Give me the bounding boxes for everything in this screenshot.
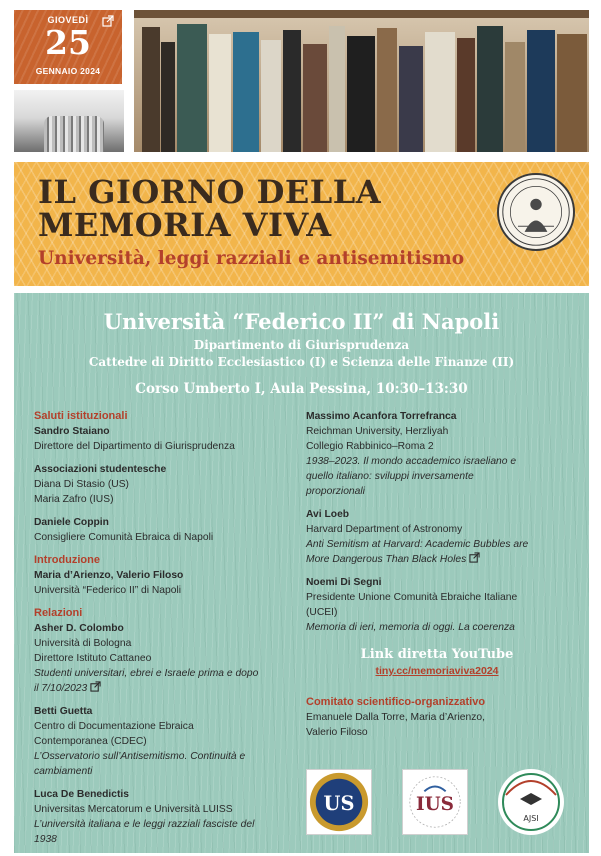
speaker-affiliation: Università di Bologna: [34, 638, 132, 649]
talk-title: L’università italiana e le leggi razziali fasciste del: [34, 819, 255, 830]
us-logo-text: US: [323, 791, 355, 815]
talk-title: 1938: [34, 834, 57, 845]
talk-title: Anti Semitism at Harvard: Academic Bubbles are: [306, 539, 529, 550]
speaker-affiliation: Collegio Rabbinico–Roma 2: [306, 441, 434, 452]
host-chairs: Cattedre di Diritto Ecclesiastico (I) e Scienza delle Finanze (II): [88, 355, 515, 369]
speaker-affiliation: Contemporanea (CDEC): [34, 736, 147, 747]
university-seal-icon: [497, 173, 575, 251]
ius-logo-text: IUS: [416, 793, 454, 815]
speaker-role: Direttore del Dipartimento di Giurisprudenza: [34, 441, 235, 452]
event-title: [38, 173, 468, 244]
speaker-name: Massimo Acanfora Torrefranca: [306, 411, 457, 422]
talk-title: Memoria di ieri, memoria di oggi. La coerenza: [306, 622, 515, 633]
program-left-column: [34, 409, 296, 847]
event-date-box: [14, 10, 122, 84]
speaker-affiliation: Presidente Unione Comunità Ebraiche Italiane: [306, 592, 518, 603]
committee-members: Emanuele Dalla Torre, Maria d’Arienzo,: [306, 712, 485, 723]
talk-title-link[interactable]: [306, 552, 568, 567]
title-banner: [14, 162, 589, 286]
bookshelf-photo: [134, 10, 589, 152]
date-day: 25: [45, 23, 91, 62]
youtube-heading: Link diretta YouTube: [360, 647, 514, 662]
speaker-name: Luca De Benedictis: [34, 789, 129, 800]
partner-logos: [304, 769, 574, 837]
section-associazioni: Associazioni studentesche: [34, 464, 167, 475]
talk-title-text: More Dangerous Than Black Holes: [306, 554, 467, 565]
section-saluti: Saluti istituzionali: [34, 410, 128, 422]
speaker-affiliation: Direttore Istituto Cattaneo: [34, 653, 152, 664]
event-venue: Corso Umberto I, Aula Pessina, 10:30–13:30: [135, 381, 468, 397]
talk-title-text: il 7/10/2023: [34, 683, 88, 694]
speaker-name: Avi Loeb: [306, 509, 350, 520]
association-member: Diana Di Stasio (US): [34, 479, 129, 490]
talk-title: Studenti universitari, ebrei e Israele prima e dopo: [34, 668, 259, 679]
section-introduzione: Introduzione: [34, 554, 100, 566]
speaker-affiliation: Centro di Documentazione Ebraica: [34, 721, 194, 732]
talk-title: proporzionali: [306, 486, 365, 497]
section-comitato: Comitato scientifico-organizzativo: [306, 696, 486, 708]
external-link-icon[interactable]: [90, 681, 101, 692]
speaker-name: Betti Guetta: [34, 706, 93, 717]
ajsi-logo-icon: [498, 769, 564, 835]
ajsi-logo-text: AJSI: [523, 814, 539, 823]
speaker-name: Asher D. Colombo: [34, 623, 124, 634]
speaker-affiliation: Harvard Department of Astronomy: [306, 524, 463, 535]
speaker-name: Daniele Coppin: [34, 517, 109, 528]
host-department: Dipartimento di Giurisprudenza: [193, 338, 410, 352]
talk-title: L’Osservatorio sull’Antisemitismo. Continuità e: [34, 751, 246, 762]
ius-logo-icon: [402, 769, 468, 835]
speaker-name: Sandro Staiano: [34, 426, 110, 437]
talk-title: quello italiano: sviluppi inversamente: [306, 471, 474, 482]
speaker-affiliation: (UCEI): [306, 607, 338, 618]
event-title-line-1: IL GIORNO DELLA: [38, 173, 382, 211]
menorah-image: [44, 116, 104, 152]
date-weekday: GIOVEDÌ: [47, 15, 89, 25]
speaker-affiliation: Reichman University, Herzliyah: [306, 426, 449, 437]
youtube-link[interactable]: tiny.cc/memoriaviva2024: [375, 665, 499, 677]
speaker-affiliation: Universitas Mercatorum e Università LUISS: [34, 804, 233, 815]
us-logo-icon: [306, 769, 372, 835]
program-panel: [14, 293, 589, 853]
speaker-role: Consigliere Comunità Ebraica di Napoli: [34, 532, 214, 543]
talk-title: 1938–2023. Il mondo accademico israeliano e: [306, 456, 517, 467]
talk-title: cambiamenti: [34, 766, 93, 777]
program-right-column: [306, 409, 568, 740]
association-member: Maria Zafro (IUS): [34, 494, 114, 505]
date-month-year: GENNAIO 2024: [35, 66, 101, 76]
speaker-name: Maria d’Arienzo, Valerio Filoso: [34, 570, 184, 581]
section-relazioni: Relazioni: [34, 607, 83, 619]
event-subtitle: Università, leggi razziali e antisemitismo: [38, 248, 465, 269]
menorah-photo: [14, 90, 124, 152]
host-university: Università “Federico II” di Napoli: [103, 309, 500, 334]
external-link-icon[interactable]: [102, 15, 114, 27]
committee-members: Valerio Filoso: [306, 727, 368, 738]
speaker-affiliation: Università “Federico II” di Napoli: [34, 585, 182, 596]
talk-title-link[interactable]: [34, 681, 296, 696]
event-title-line-2: MEMORIA VIVA: [38, 206, 332, 244]
speaker-name: Noemi Di Segni: [306, 577, 382, 588]
external-link-icon[interactable]: [469, 552, 480, 563]
